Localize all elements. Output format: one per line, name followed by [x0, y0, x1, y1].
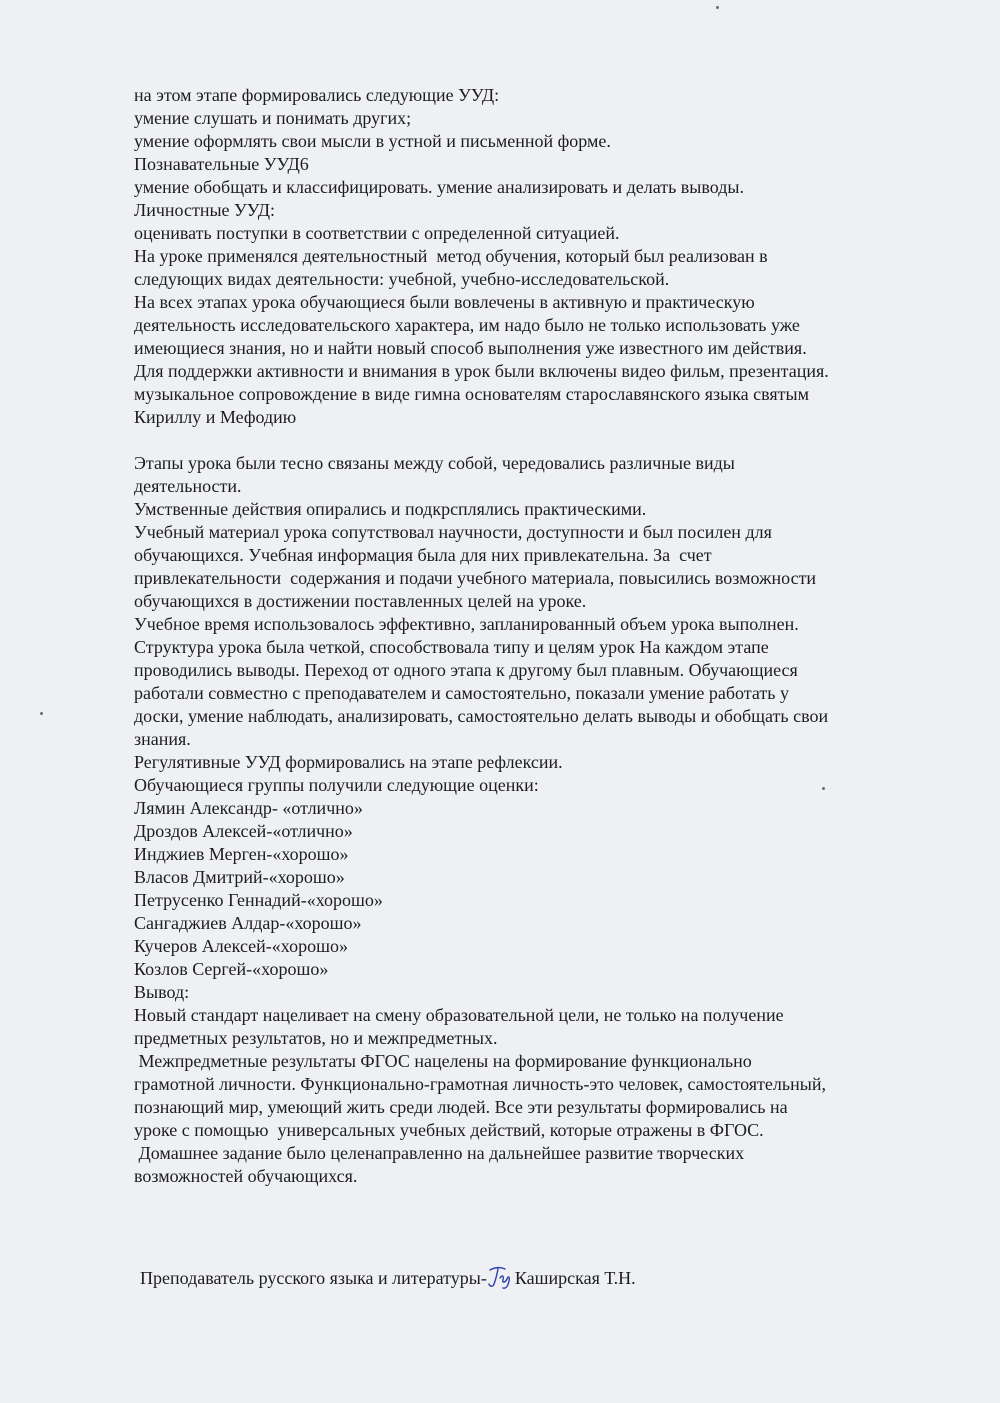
text-line: обучающихся в достижении поставленных целей на уроке.: [134, 591, 587, 611]
scan-speck: [40, 712, 43, 715]
text-line: познающий мир, умеющий жить среди людей. Все эти результаты формировались на: [134, 1097, 788, 1117]
text-line: Регулятивные УУД формировались на этапе рефлексии.: [134, 752, 563, 772]
text-line: Домашнее задание было целенаправленно на дальнейшее развитие творческих: [134, 1143, 745, 1163]
text-line: Личностные УУД:: [134, 200, 275, 220]
text-line: На уроке применялся деятельностный метод обучения, который был реализован в: [134, 246, 768, 266]
text-line: имеющиеся знания, но и найти новый способ выполнения уже известного им действия.: [134, 338, 807, 358]
text-line: музыкальное сопровождение в виде гимна основателям старославянского языка святым: [134, 384, 810, 404]
text-line: возможностей обучающихся.: [134, 1166, 358, 1186]
text-line: деятельность исследовательского характера, им надо было не только использовать уже: [134, 315, 800, 335]
text-line: Структура урока была четкой, способствовала типу и целям урок На каждом этапе: [134, 637, 769, 657]
teacher-name: Каширская Т.Н.: [514, 1268, 636, 1289]
text-line: следующих видах деятельности: учебной, учебно-исследовательской.: [134, 269, 670, 289]
text-line: предметных результатов, но и межпредметных.: [134, 1028, 498, 1048]
text-line: умение обобщать и классифицировать. умение анализировать и делать выводы.: [134, 177, 745, 197]
text-line: умение оформлять свои мысли в устной и письменной форме.: [134, 131, 611, 151]
text-line: деятельности.: [134, 476, 242, 496]
text-line: оценивать поступки в соответствии с определенной ситуацией.: [134, 223, 620, 243]
text-line: Познавательные УУД6: [134, 154, 309, 174]
text-line: Петрусенко Геннадий-«хорошо»: [134, 890, 383, 910]
text-line: Дроздов Алексей-«отлично»: [134, 821, 353, 841]
text-line: Новый стандарт нацеливает на смену образовательной цели, не только на получение: [134, 1005, 784, 1025]
signature-prefix: Преподаватель русского языка и литературы-: [140, 1268, 487, 1289]
text-line: проводились выводы. Переход от одного этапа к другому был плавным. Обучающиеся: [134, 660, 798, 680]
text-line: знания.: [134, 729, 191, 749]
text-line: Кириллу и Мефодию: [134, 407, 297, 427]
text-line: уроке с помощью универсальных учебных действий, которые отражены в ФГОС.: [134, 1120, 764, 1140]
scan-speck: [716, 6, 719, 9]
text-line: Власов Дмитрий-«хорошо»: [134, 867, 345, 887]
text-line: Вывод:: [134, 982, 190, 1002]
text-line: работали совместно с преподавателем и самостоятельно, показали умение работать у: [134, 683, 789, 703]
signature-line: [140, 1264, 636, 1296]
text-line: обучающихся. Учебная информация была для них привлекательна. За счет: [134, 545, 712, 565]
text-line: Лямин Александр- «отлично»: [134, 798, 363, 818]
text-line: Кучеров Алексей-«хорошо»: [134, 936, 348, 956]
text-line: Инджиев Мерген-«хорошо»: [134, 844, 349, 864]
text-line: Учебный материал урока сопутствовал научности, доступности и был посилен для: [134, 522, 772, 542]
text-line: на этом этапе формировались следующие УУД:: [134, 85, 500, 105]
text-line: привлекательности содержания и подачи учебного материала, повысились возможности: [134, 568, 817, 588]
text-line: умение слушать и понимать других;: [134, 108, 412, 128]
text-line: грамотной личности. Функционально-грамотная личность-это человек, самостоятельный,: [134, 1074, 826, 1094]
handwritten-signature: [487, 1264, 515, 1296]
blank-line: [134, 429, 934, 452]
text-line: Этапы урока были тесно связаны между собой, чередовались различные виды: [134, 453, 735, 473]
text-line: доски, умение наблюдать, анализировать, самостоятельно делать выводы и обобщать свои: [134, 706, 829, 726]
text-line: Умственные действия опирались и подкрсплялись практическими.: [134, 499, 647, 519]
text-line: Учебное время использовалось эффективно, запланированный объем урока выполнен.: [134, 614, 799, 634]
text-line: Обучающиеся группы получили следующие оценки:: [134, 775, 539, 795]
text-line: Козлов Сергей-«хорошо»: [134, 959, 329, 979]
text-line: На всех этапах урока обучающиеся были вовлечены в активную и практическую: [134, 292, 755, 312]
document-body: [134, 84, 934, 1188]
text-line: Межпредметные результаты ФГОС нацелены на формирование функционально: [134, 1051, 752, 1071]
text-line: Для поддержки активности и внимания в урок были включены видео фильм, презентация.: [134, 361, 829, 381]
text-line: Сангаджиев Алдар-«хорошо»: [134, 913, 362, 933]
